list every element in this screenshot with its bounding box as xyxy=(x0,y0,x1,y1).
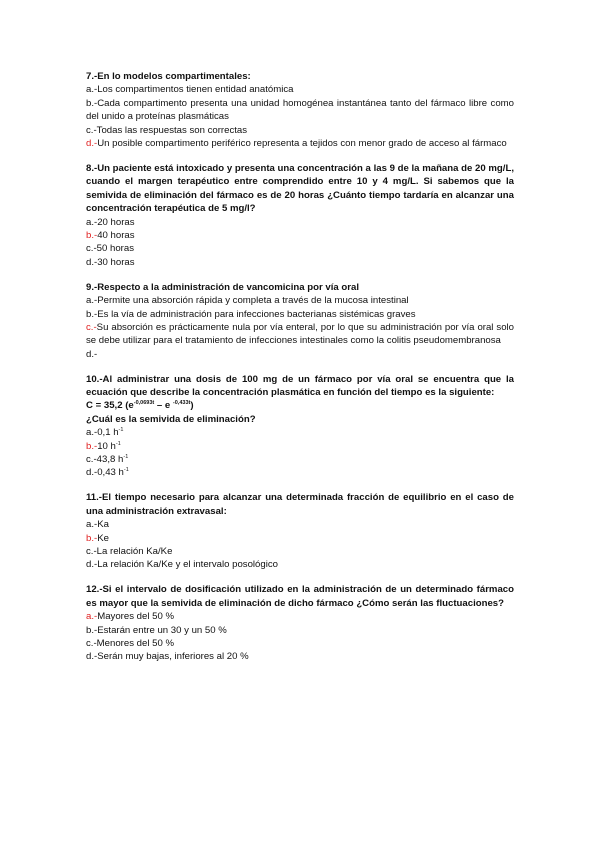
question-title: 11.-El tiempo necesario para alcanzar una determinada fracción de equilibrio en el caso de una administración extravasal: xyxy=(86,492,514,517)
option-letter: a.- xyxy=(86,295,98,307)
option-text: Serán muy bajas, inferiores al 20 % xyxy=(97,651,249,663)
option-d xyxy=(86,348,514,361)
option-letter: b.- xyxy=(86,97,98,109)
option-text: 50 horas xyxy=(96,243,135,255)
question-7 xyxy=(86,70,514,150)
option-b xyxy=(86,440,514,453)
question-11 xyxy=(86,491,514,571)
option-letter-correct: d.- xyxy=(86,138,98,150)
option-a xyxy=(86,610,514,623)
option-b xyxy=(86,308,514,321)
option-text: Estarán entre un 30 y un 50 % xyxy=(97,624,227,636)
option-text: Menores del 50 % xyxy=(96,637,174,649)
option-text: Ke xyxy=(97,532,109,544)
option-d xyxy=(86,650,514,663)
option-c xyxy=(86,321,514,348)
option-text: La relación Ka/Ke xyxy=(96,546,173,557)
option-text: Cada compartimento presenta una unidad homogénea instantánea tanto del fármaco libre como del unido a proteínas plasmáticas xyxy=(86,97,514,123)
option-a xyxy=(86,294,514,307)
question-title: 9.-Respecto a la administración de vancomicina por vía oral xyxy=(86,281,359,293)
option-letter: a.- xyxy=(86,427,98,439)
question-title: 7.-En lo modelos compartimentales: xyxy=(86,71,251,82)
option-letter: d.- xyxy=(86,559,98,571)
option-letter-correct: b.- xyxy=(86,440,98,452)
equation-exponent-1: -0,0693t xyxy=(133,400,155,407)
unit-exponent: -1 xyxy=(115,440,121,447)
equation-mid: – e xyxy=(154,400,173,412)
question-9 xyxy=(86,281,514,361)
option-a xyxy=(86,216,514,229)
option-d xyxy=(86,137,514,150)
question-10 xyxy=(86,373,514,480)
unit-exponent: -1 xyxy=(123,467,129,474)
option-letter: c.- xyxy=(86,546,97,557)
option-d xyxy=(86,256,514,269)
option-letter-correct: b.- xyxy=(86,229,98,241)
option-letter: c.- xyxy=(86,637,97,649)
option-text: 30 horas xyxy=(97,256,135,268)
question-title: 10.-Al administrar una dosis de 100 mg de un fármaco por vía oral se encuentra que la ecuación que describe la concentración plasmática en función del tiempo es la siguiente: xyxy=(86,373,514,399)
option-text: Un posible compartimento periférico representa a tejidos con menor grado de acceso al fármaco xyxy=(97,138,507,150)
question-title: 8.-Un paciente está intoxicado y presenta una concentración a las 9 de la mañana de 20 mg/L, cuando el margen terapéutico entre comprendido entre 10 y 4 mg/L. Si sabemos que la semivida de eliminación del fármaco es de 20 horas ¿Cuánto tiempo tardaría en alcanzar una concentración terapéutica de 5 mg/l? xyxy=(86,162,514,215)
unit-exponent: -1 xyxy=(123,453,129,460)
exam-page xyxy=(86,70,514,675)
option-c xyxy=(86,124,514,137)
option-d xyxy=(86,558,514,571)
option-text: 20 horas xyxy=(97,216,135,228)
option-letter: d.- xyxy=(86,256,98,268)
option-c xyxy=(86,637,514,650)
option-text: 0,43 h xyxy=(97,467,124,479)
option-letter: c.- xyxy=(86,454,97,466)
option-c xyxy=(86,453,514,466)
option-letter: d.- xyxy=(86,651,98,663)
equation-exponent-2: -0,433t xyxy=(172,400,191,407)
option-b xyxy=(86,624,514,637)
option-letter: a.- xyxy=(86,84,98,96)
option-d xyxy=(86,466,514,479)
option-text: 40 horas xyxy=(97,229,135,241)
question-12 xyxy=(86,583,514,663)
option-a xyxy=(86,426,514,439)
option-text: 43,8 h xyxy=(96,454,124,466)
option-text: Los compartimentos tienen entidad anatómica xyxy=(97,84,294,96)
option-letter-correct: c.- xyxy=(86,321,97,333)
equation-lhs: C = 35,2 (e xyxy=(86,400,134,412)
option-text: Permite una absorción rápida y completa a través de la mucosa intestinal xyxy=(97,295,409,307)
equation xyxy=(86,399,514,412)
option-c xyxy=(86,545,514,558)
option-letter: c.- xyxy=(86,124,97,136)
option-text: Todas las respuestas son correctas xyxy=(96,124,248,136)
option-a xyxy=(86,518,514,531)
question-8 xyxy=(86,162,514,269)
option-letter: d.- xyxy=(86,348,98,360)
option-letter: a.- xyxy=(86,519,98,531)
option-text: Es la vía de administración para infecciones bacterianas sistémicas graves xyxy=(97,308,416,320)
question-title: 12.-Si el intervalo de dosificación utilizado en la administración de un determinado fármaco es mayor que la semivida de eliminación de dicho fármaco ¿Cómo serán las fluctuaciones? xyxy=(86,584,514,609)
option-letter: d.- xyxy=(86,467,98,479)
option-letter-correct: a.- xyxy=(86,611,98,623)
option-text: 10 h xyxy=(97,440,116,452)
option-letter: c.- xyxy=(86,243,97,255)
unit-exponent: -1 xyxy=(118,427,124,434)
equation-rhs: ) xyxy=(190,400,194,412)
option-b xyxy=(86,97,514,124)
option-text: Mayores del 50 % xyxy=(97,611,174,623)
option-letter-correct: b.- xyxy=(86,532,98,544)
option-a xyxy=(86,83,514,96)
option-c xyxy=(86,242,514,255)
option-letter: a.- xyxy=(86,216,98,228)
question-subtitle: ¿Cuál es la semivida de eliminación? xyxy=(86,413,256,425)
option-text: 0,1 h xyxy=(97,427,119,439)
option-text: La relación Ka/Ke y el intervalo posológico xyxy=(97,559,278,571)
option-text: Su absorción es prácticamente nula por vía enteral, por lo que su administración por vía oral solo se debe utilizar para el tratamiento de infecciones intestinales como la colitis pseudomembranosa xyxy=(86,321,514,347)
option-letter: b.- xyxy=(86,308,98,320)
option-b xyxy=(86,229,514,242)
option-b xyxy=(86,532,514,545)
option-text: Ka xyxy=(97,519,109,531)
option-letter: b.- xyxy=(86,624,98,636)
